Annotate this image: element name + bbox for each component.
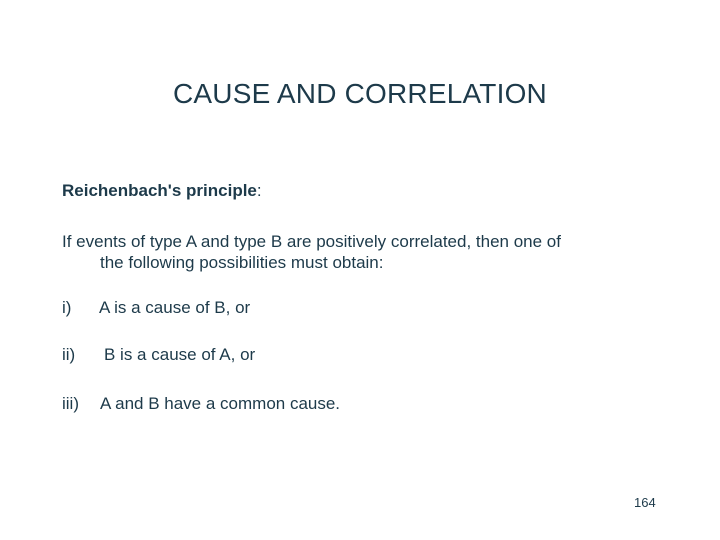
list-item-text: B is a cause of A, or <box>104 345 256 364</box>
list-marker: ii) <box>62 345 76 364</box>
principle-statement <box>62 231 662 273</box>
list-item <box>62 344 255 366</box>
list-marker: iii) <box>62 394 79 413</box>
statement-line-2: the following possibilities must obtain: <box>100 253 384 272</box>
list-marker: i) <box>62 298 72 317</box>
statement-line-1: If events of type A and type B are positively correlated, then one of <box>62 232 561 251</box>
list-item <box>62 393 340 415</box>
principle-colon: : <box>256 181 262 200</box>
principle-heading <box>62 180 262 202</box>
list-item-text: A is a cause of B, or <box>99 298 251 317</box>
principle-name: Reichenbach's principle <box>62 181 257 200</box>
list-item-text: A and B have a common cause. <box>100 394 341 413</box>
page-number: 164 <box>634 495 656 510</box>
slide-title: CAUSE AND CORRELATION <box>173 78 547 109</box>
list-item <box>62 297 250 319</box>
